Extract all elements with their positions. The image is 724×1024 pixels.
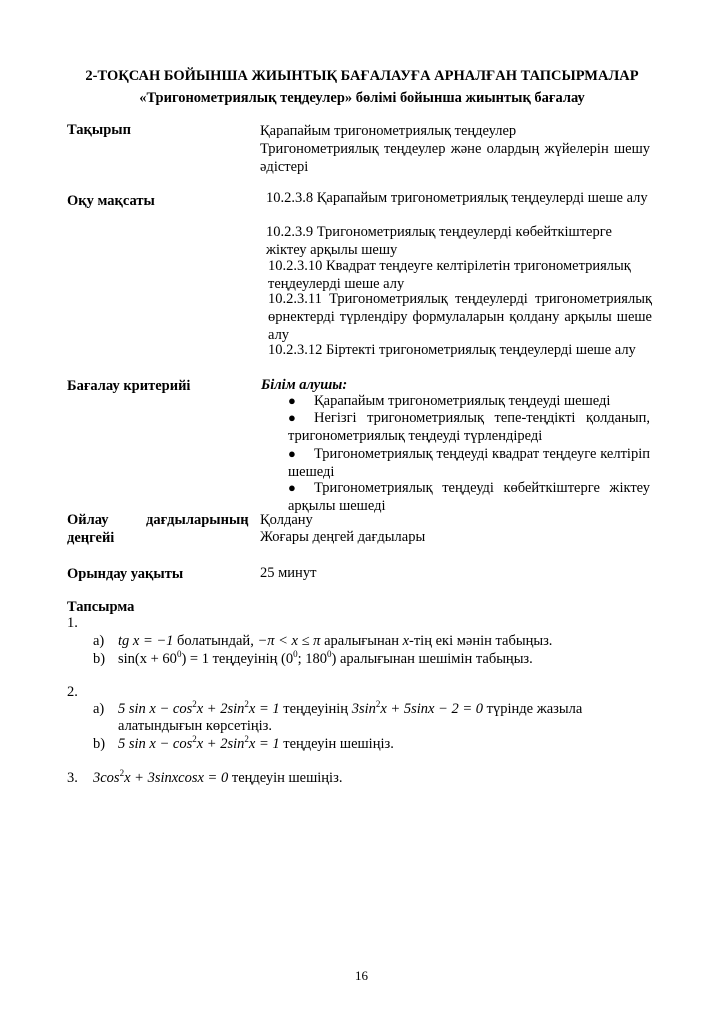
bullet-icon: ● [288,446,296,461]
topic-value [260,122,650,176]
page-heading: 2-ТОҚСАН БОЙЫНША ЖИЫНТЫҚ БАҒАЛАУҒА АРНАЛҒАН ТАПСЫРМАЛАР [85,68,639,84]
duration-value: 25 минут [260,565,317,581]
task-1b-marker: b) [93,651,106,667]
task-2a-marker: a) [93,701,105,717]
task-2a-continued: алатындығын көрсетіңіз. [118,718,272,734]
task-1a-marker: a) [93,633,105,649]
duration-label: Орындау уақыты [67,566,184,582]
objective-item: 10.2.3.11 Тригонометриялық теңдеулерді тригонометриялық өрнектерді түрлендіру формулаларын қолдану арқылы шеше алу [268,291,652,343]
thinking-label-a: Ойлау [67,512,109,528]
objectives-label: Оқу мақсаты [67,193,155,209]
topic-line-1: Қарапайым тригонометриялық теңдеулер [260,123,517,139]
task-3: $3\cos^2x$ + 3sinxcosx = 0 теңдеуін шешіңіз. [93,768,343,786]
thinking-value-1: Қолдану [260,512,313,528]
criteria-item: ● Қарапайым тригонометриялық теңдеуді шешеді [288,393,611,409]
objective-item: 10.2.3.10 Квадрат теңдеуге келтірілетін тригонометриялық теңдеулерді шеше алу [268,258,631,292]
task-2-number: 2. [67,684,78,700]
thinking-label-b: дағдыларының [146,512,249,528]
criteria-label: Бағалау критерийі [67,378,191,394]
task-2b: 5 $\sin x - \cos^2x + 2\sin^2x = 1$ теңдеуін шешіңіз. [118,734,394,752]
task-1-number: 1. [67,615,78,631]
page-subheading: «Тригонометриялық теңдеулер» бөлімі бойынша жиынтық бағалау [139,90,585,106]
thinking-value-2: Жоғары деңгей дағдылары [260,529,426,545]
criteria-item: ● Негізгі тригонометриялық тепе-теңдікті қолданып, тригонометриялық теңдеуді түрлендіреді [288,410,650,444]
bullet-icon: ● [288,410,296,425]
task-3-number: 3. [67,770,78,786]
tasks-title: Тапсырма [67,599,135,615]
task-2a: 5 $\sin x - \cos^2x + 2\sin^2x = 1$ теңдеуінің $3\sin^2x + 5\sin x - 2 = 0$ түрінде жазыла [118,699,583,717]
objective-item: 10.2.3.8 Қарапайым тригонометриялық теңдеулерді шеше алу [266,190,648,206]
objective-item: 10.2.3.9 Тригонометриялық теңдеулерді көбейткіштерге жіктеу арқылы шешу [266,224,612,258]
page-number: 16 [355,968,368,983]
task-1a: tg x = −1 болатындай, −π < x ≤ π аралығынан x-тің екі мәнін табыңыз. [118,633,553,649]
task-1b: $\sin(x + 60^0) = 1$ теңдеуінің ($0^0$; $180^0$) аралығынан шешімін табыңыз. [118,649,533,667]
topic-line-2: Тригонометриялық теңдеулер және олардың жүйелерін шешу әдістері [260,141,650,175]
criteria-item: ● Тригонометриялық теңдеуді көбейткіштерге жіктеу арқылы шешеді [288,480,650,514]
thinking-label-c: деңгейі [67,530,115,546]
bullet-icon: ● [288,393,296,408]
task-2b-marker: b) [93,736,106,752]
objective-item: 10.2.3.12 Біртекті тригонометриялық теңдеулерді шеше алу [268,342,636,358]
criteria-item: ● Тригонометриялық теңдеуді квадрат теңдеуге келтіріп шешеді [288,446,650,480]
criteria-lead: Білім алушы: [261,377,348,393]
topic-label: Тақырып [67,122,131,138]
bullet-icon: ● [288,480,296,495]
